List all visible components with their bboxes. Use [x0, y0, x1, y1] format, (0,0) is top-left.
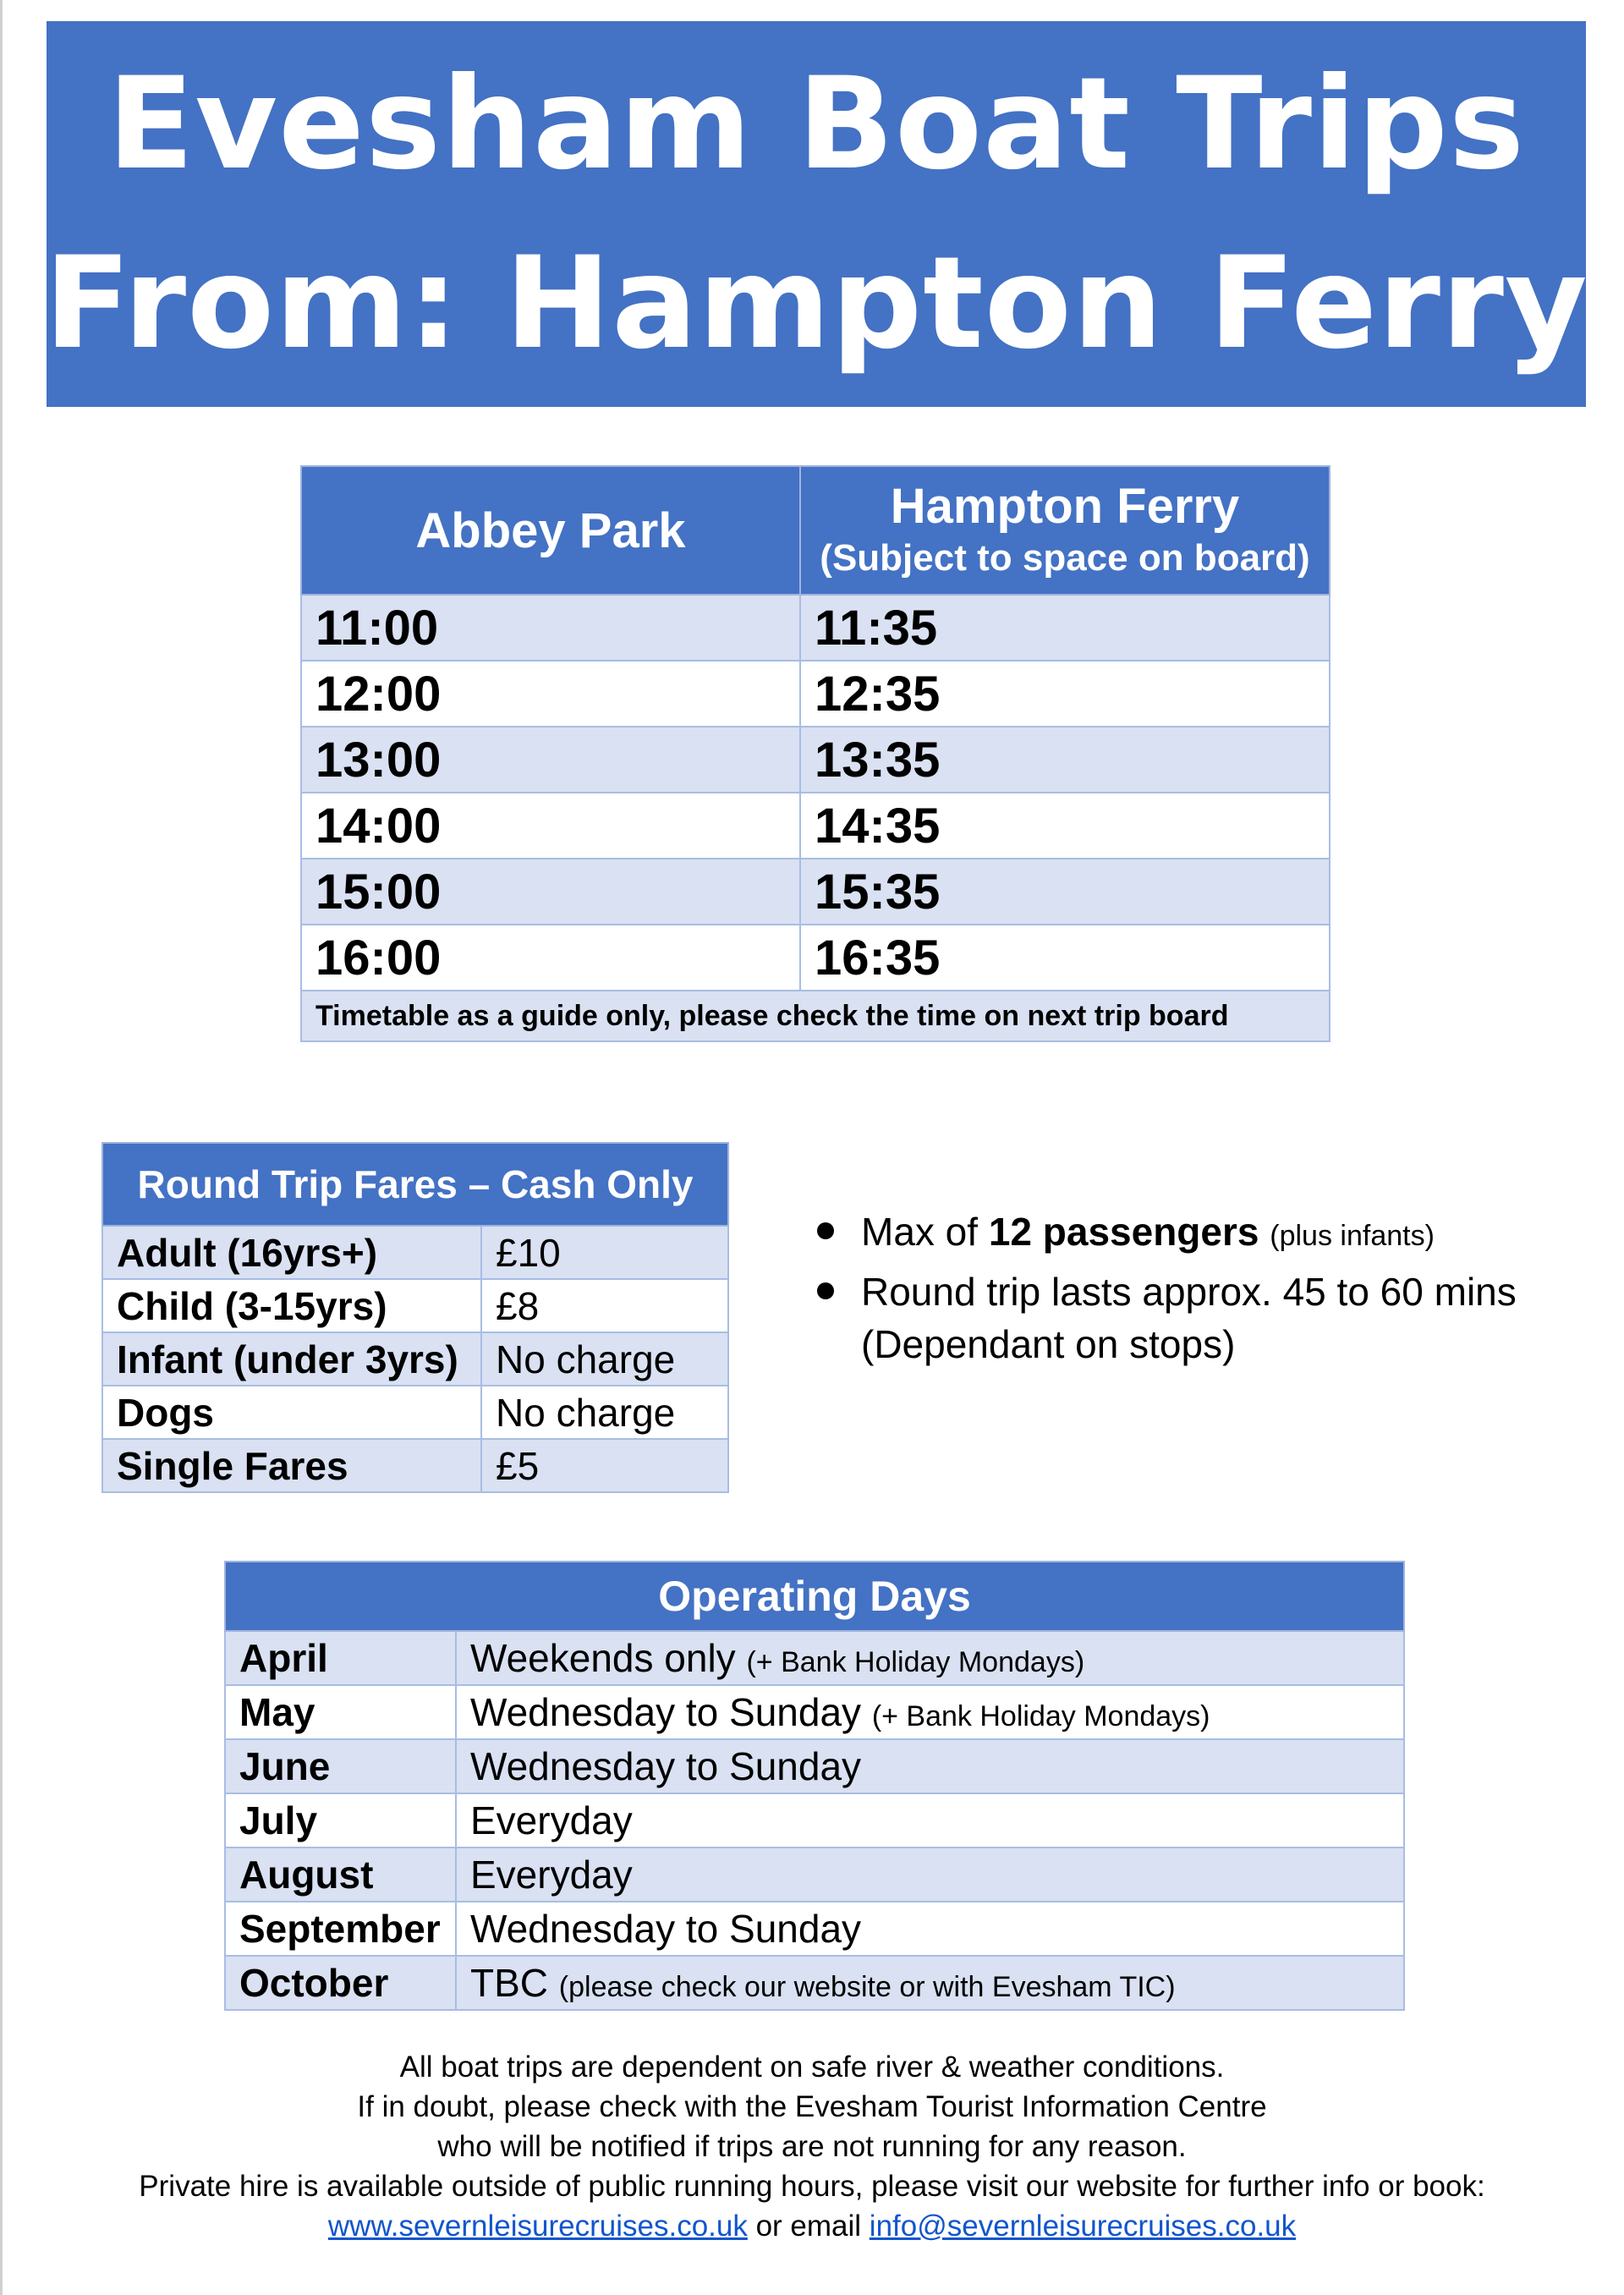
footer-line-1: All boat trips are dependent on safe river & weather conditions. — [399, 2051, 1225, 2084]
timetable-note: Timetable as a guide only, please check the time on next trip board — [301, 991, 1330, 1041]
timetable-row — [301, 925, 1330, 991]
schedule — [456, 1902, 1404, 1956]
title-line-1: Evesham Boat Trips — [107, 51, 1526, 198]
abbey-time: 12:00 — [301, 661, 800, 727]
hampton-time: 12:35 — [800, 661, 1330, 727]
trip-duration-note: (Dependant on stops) — [861, 1322, 1236, 1366]
operating-day-row — [225, 1848, 1404, 1902]
fares-table — [102, 1142, 729, 1493]
fare-row — [102, 1332, 728, 1386]
operating-day-row — [225, 1739, 1404, 1793]
operating-day-row — [225, 1631, 1404, 1685]
timetable-row — [301, 595, 1330, 661]
schedule-text: TBC — [470, 1961, 548, 2005]
schedule — [456, 1739, 1404, 1793]
abbey-time: 14:00 — [301, 793, 800, 859]
abbey-park-header: Abbey Park — [301, 466, 800, 595]
hampton-ferry-header — [800, 466, 1330, 595]
fare-label: Dogs — [102, 1386, 481, 1439]
hampton-ferry-title: Hampton Ferry — [890, 479, 1240, 534]
schedule-note: (+ Bank Holiday Mondays) — [871, 1700, 1210, 1732]
footer-line-2: If in doubt, please check with the Evesham Tourist Information Centre — [357, 2090, 1267, 2123]
passenger-limit-count: 12 passengers — [988, 1210, 1259, 1254]
footer-contact — [51, 2206, 1573, 2246]
fare-row — [102, 1439, 728, 1492]
fare-label: Infant (under 3yrs) — [102, 1332, 481, 1386]
abbey-time: 16:00 — [301, 925, 800, 991]
schedule — [456, 1956, 1404, 2010]
timetable-row — [301, 859, 1330, 925]
abbey-time: 15:00 — [301, 859, 800, 925]
bullet-icon — [817, 1222, 834, 1239]
footer-line-3: who will be notified if trips are not running for any reason. — [437, 2130, 1187, 2163]
schedule — [456, 1848, 1404, 1902]
month: July — [225, 1793, 456, 1848]
operating-days-title: Operating Days — [225, 1562, 1404, 1631]
fare-label: Single Fares — [102, 1439, 481, 1492]
operating-days-header — [225, 1562, 1404, 1631]
timetable-note-row — [301, 991, 1330, 1041]
fares-title: Round Trip Fares – Cash Only — [102, 1143, 728, 1226]
schedule-text: Everyday — [470, 1798, 633, 1842]
schedule-text: Everyday — [470, 1853, 633, 1897]
footer-line-4: Private hire is available outside of public running hours, please visit our website for further info or book: — [139, 2170, 1485, 2203]
email-link[interactable]: info@severnleisurecruises.co.uk — [869, 2210, 1297, 2243]
fare-label: Child (3-15yrs) — [102, 1279, 481, 1332]
schedule-text: Weekends only — [470, 1636, 736, 1680]
trip-info-list — [812, 1205, 1573, 1374]
schedule — [456, 1685, 1404, 1739]
abbey-time: 11:00 — [301, 595, 800, 661]
timetable-row — [301, 661, 1330, 727]
title-line-2: From: Hampton Ferry — [44, 230, 1588, 377]
month: October — [225, 1956, 456, 2010]
timetable-row — [301, 727, 1330, 793]
schedule-text: Wednesday to Sunday — [470, 1907, 862, 1951]
passenger-limit-prefix: Max of — [861, 1210, 989, 1254]
operating-day-row — [225, 1793, 1404, 1848]
footer — [51, 2047, 1573, 2246]
fare-label: Adult (16yrs+) — [102, 1226, 481, 1279]
fare-price: £8 — [481, 1279, 728, 1332]
fare-price: £5 — [481, 1439, 728, 1492]
operating-day-row — [225, 1902, 1404, 1956]
timetable — [300, 465, 1330, 1042]
passenger-limit-note: (plus infants) — [1270, 1220, 1435, 1252]
trip-duration-text: Round trip lasts approx. 45 to 60 mins — [861, 1270, 1517, 1314]
operating-day-row — [225, 1956, 1404, 2010]
or-email-text: or email — [747, 2210, 870, 2243]
schedule-note: (please check our website or with Evesham TIC) — [558, 1971, 1176, 2003]
fare-price: No charge — [481, 1386, 728, 1439]
schedule-note: (+ Bank Holiday Mondays) — [746, 1646, 1085, 1678]
schedule — [456, 1631, 1404, 1685]
month: August — [225, 1848, 456, 1902]
timetable-row — [301, 793, 1330, 859]
hampton-time: 11:35 — [800, 595, 1330, 661]
schedule-text: Wednesday to Sunday — [470, 1744, 862, 1788]
title-banner — [44, 21, 1588, 407]
fare-row — [102, 1386, 728, 1439]
passenger-limit-item — [812, 1205, 1573, 1262]
page-edge — [0, 0, 3, 2295]
fare-price: No charge — [481, 1332, 728, 1386]
bullet-icon — [817, 1282, 834, 1299]
hampton-time: 14:35 — [800, 793, 1330, 859]
abbey-time: 13:00 — [301, 727, 800, 793]
schedule — [456, 1793, 1404, 1848]
schedule-text: Wednesday to Sunday — [470, 1690, 862, 1734]
fares-header — [102, 1143, 728, 1226]
hampton-time: 16:35 — [800, 925, 1330, 991]
hampton-time: 15:35 — [800, 859, 1330, 925]
fare-row — [102, 1226, 728, 1279]
fare-price: £10 — [481, 1226, 728, 1279]
month: April — [225, 1631, 456, 1685]
timetable-header — [301, 466, 1330, 595]
month: May — [225, 1685, 456, 1739]
trip-duration-item — [812, 1266, 1573, 1370]
month: June — [225, 1739, 456, 1793]
operating-day-row — [225, 1685, 1404, 1739]
operating-days-table — [224, 1561, 1405, 2011]
fare-row — [102, 1279, 728, 1332]
month: September — [225, 1902, 456, 1956]
hampton-ferry-subtitle: (Subject to space on board) — [820, 537, 1310, 579]
website-link[interactable]: www.severnleisurecruises.co.uk — [327, 2210, 748, 2243]
hampton-time: 13:35 — [800, 727, 1330, 793]
